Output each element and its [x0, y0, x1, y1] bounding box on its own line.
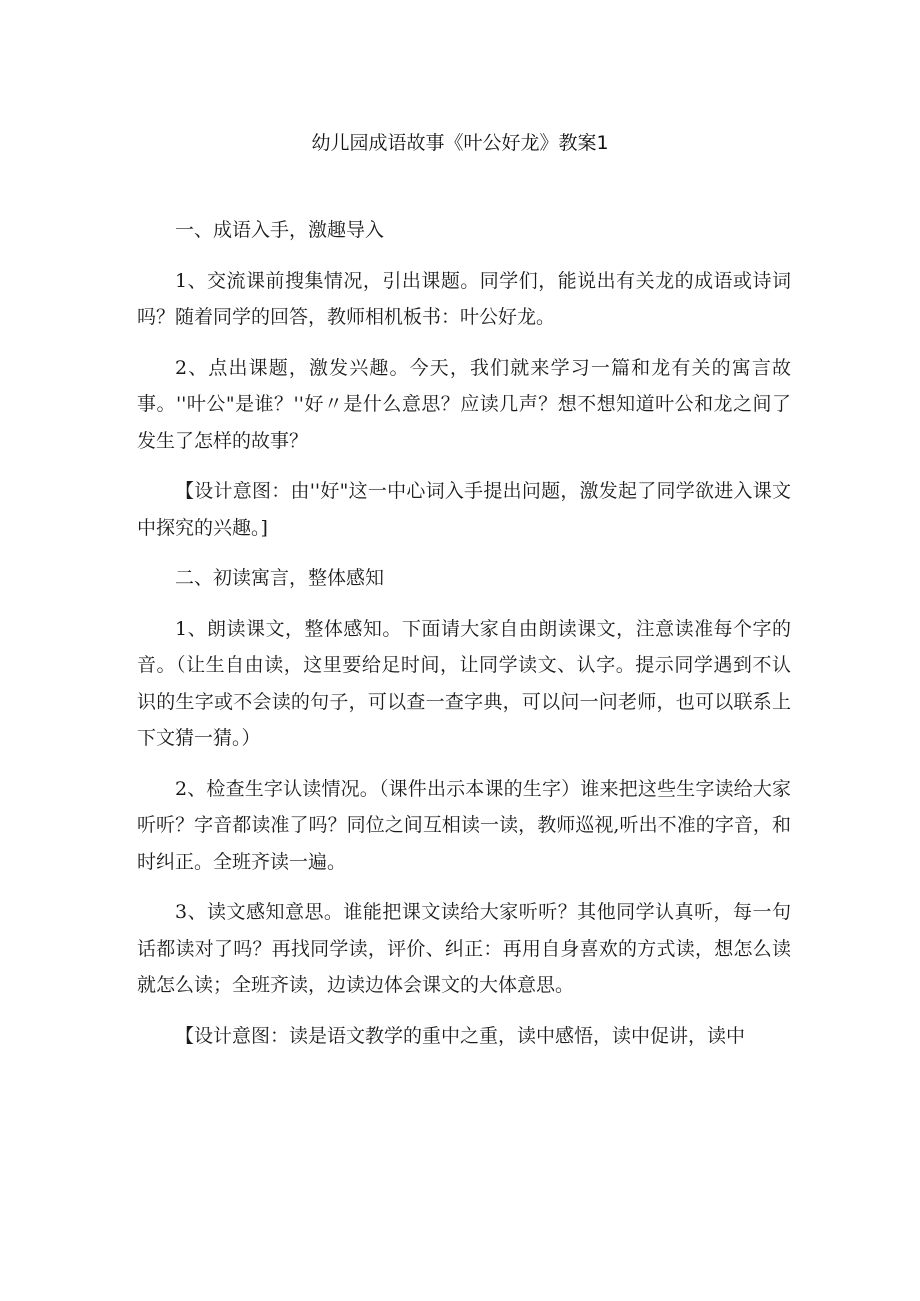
document-title: 幼儿园成语故事《叶公好龙》教案1 [311, 132, 609, 154]
paragraph: 2、检查生字认读情况。（课件出示本课的生字）谁来把这些生字读给大家听听？字音都读准了吗？同位之间互相读一读，教师巡视,听出不准的字音，和时纠正。全班齐读一遍。 [137, 777, 791, 873]
section-heading: 一、成语入手，激趣导入 [175, 219, 385, 241]
document-body [137, 212, 791, 1068]
section-heading: 二、初读寓言，整体感知 [175, 567, 385, 589]
paragraph: 3、读文感知意思。谁能把课文读给大家听听？其他同学认真听，每一句话都读对了吗？再找同学读，评价、纠正：再用自身喜欢的方式读，想怎么读就怎么读；全班齐读，边读边体会课文的大体意思。 [137, 901, 791, 996]
paragraph: 2、点出课题，激发兴趣。今天，我们就来学习一篇和龙有关的寓言故事。''叶公"是谁？''好〃是什么意思？应读几声？想不想知道叶公和龙之间了发生了怎样的故事？ [137, 356, 791, 452]
design-intent-note: 【设计意图：读是语文教学的重中之重，读中感悟，读中促讲，读中 [175, 1024, 746, 1047]
paragraph: 1、朗读课文，整体感知。下面请大家自由朗读课文，注意读准每个字的音。（让生自由读，这里要给足时间，让同学读文、认字。提示同学遇到不认识的生字或不会读的句子，可以查一查字典，可以问一问老师，也可以联系上下文猜一猜。） [137, 617, 791, 749]
paragraph: 1、交流课前搜集情况，引出课题。同学们，能说出有关龙的成语或诗词吗？随着同学的回答，教师相机板书：叶公好龙。 [137, 269, 791, 328]
design-intent-note: 【设计意图：由''好"这一中心词入手提出问题，激发起了同学欲进入课文中探究的兴趣。] [137, 480, 791, 539]
